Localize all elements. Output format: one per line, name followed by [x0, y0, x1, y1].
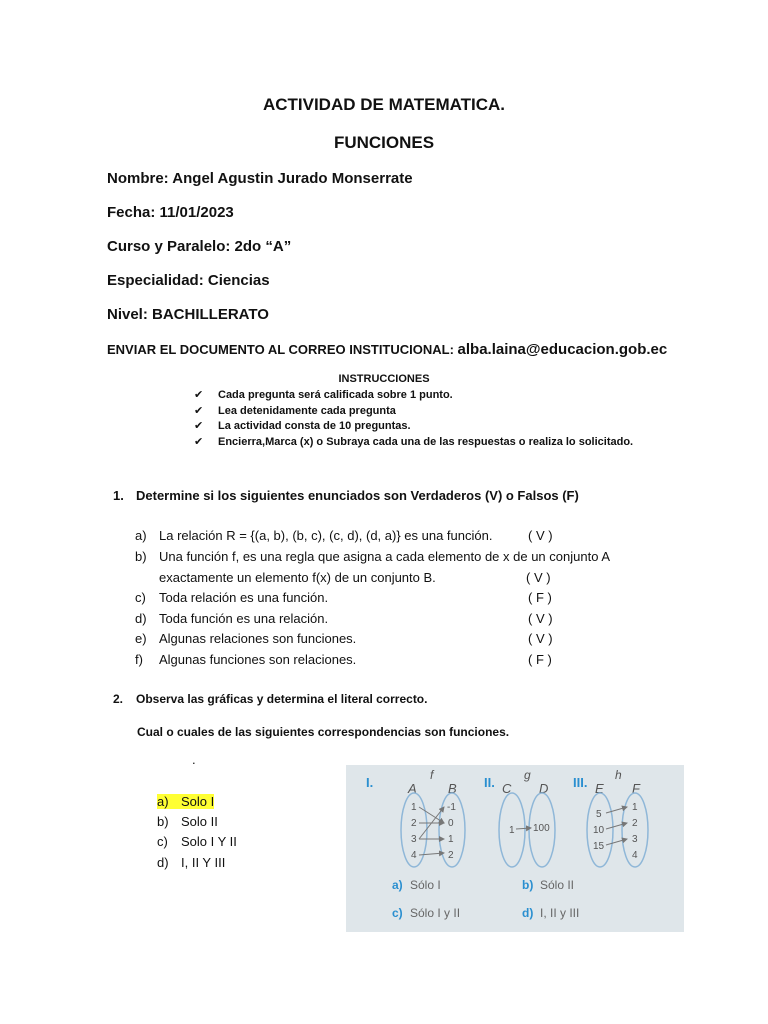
- statement-a: [135, 528, 492, 543]
- nombre-field: Nombre: Angel Agustin Jurado Monserrate: [107, 170, 413, 187]
- set-label: F: [632, 781, 640, 796]
- function-label: g: [524, 768, 531, 782]
- question-2: [113, 692, 427, 706]
- statement-b-continued: exactamente un elemento f(x) de un conjunto B.: [159, 570, 436, 585]
- mapping-diagrams-svg: [346, 765, 684, 932]
- set-label: E: [595, 781, 604, 796]
- item-text: La relación R = {(a, b), (b, c), (c, d), (d, a)} es una función.: [159, 528, 493, 543]
- answer-e[interactable]: ( V ): [528, 631, 553, 646]
- answer-d[interactable]: ( V ): [528, 611, 553, 626]
- element-label: 1: [411, 802, 417, 813]
- figure-choice-text: I, II y III: [540, 906, 580, 920]
- especialidad-field: Especialidad: Ciencias: [107, 272, 270, 289]
- roman-label: II.: [484, 775, 495, 790]
- stray-dot: .: [192, 752, 196, 767]
- fecha-field: Fecha: 11/01/2023: [107, 204, 234, 221]
- item-label: d): [135, 611, 147, 626]
- check-icon: ✔: [194, 436, 204, 448]
- option-label: b): [157, 814, 169, 829]
- element-label: 15: [593, 841, 605, 852]
- element-label: 2: [411, 818, 417, 829]
- option-text: Solo I: [181, 794, 215, 809]
- roman-label: I.: [366, 775, 374, 790]
- option-text: Solo I Y II: [181, 834, 237, 849]
- instructions-heading: INSTRUCCIONES: [338, 373, 430, 385]
- nivel-field: Nivel: BACHILLERATO: [107, 306, 269, 323]
- email-instruction: [107, 341, 667, 358]
- figure-choice-label: b): [522, 878, 534, 892]
- set-label: D: [539, 781, 549, 796]
- mapping-arrow: [606, 839, 627, 845]
- instruction-item: [194, 419, 411, 432]
- option-label: d): [157, 855, 169, 870]
- option-label: c): [157, 834, 168, 849]
- figure-choice-label: d): [522, 906, 534, 920]
- item-text: Una función f, es una regla que asigna a cada elemento de x de un conjunto A: [159, 549, 610, 564]
- instruction-text: Cada pregunta será calificada sobre 1 punto.: [218, 389, 453, 401]
- element-label: 1: [632, 802, 638, 813]
- question-1: [113, 488, 579, 503]
- set-label: A: [408, 781, 417, 796]
- option-text: I, II Y III: [181, 855, 226, 870]
- figure-choice-text: Sólo II: [540, 878, 575, 892]
- item-text: Toda relación es una función.: [159, 590, 329, 605]
- check-icon: ✔: [194, 405, 204, 417]
- element-label: 10: [593, 825, 605, 836]
- figure-choice-label: c): [392, 906, 403, 920]
- element-label: 4: [411, 850, 417, 861]
- answer-b[interactable]: ( V ): [526, 570, 551, 585]
- figure-choice-text: Sólo I y II: [410, 906, 461, 920]
- option-d[interactable]: [157, 855, 225, 870]
- option-c[interactable]: [157, 834, 237, 849]
- item-label: b): [135, 549, 147, 564]
- element-label: 2: [448, 850, 454, 861]
- statement-e: [135, 631, 356, 646]
- item-label: f): [135, 652, 143, 667]
- statement-b: [135, 549, 610, 564]
- option-b[interactable]: [157, 814, 218, 829]
- element-label: 2: [632, 818, 638, 829]
- element-label: 100: [533, 823, 550, 834]
- check-icon: ✔: [194, 389, 204, 401]
- element-label: 5: [596, 809, 602, 820]
- check-icon: ✔: [194, 420, 204, 432]
- element-label: 1: [448, 834, 454, 845]
- item-label: a): [135, 528, 147, 543]
- option-text: Solo II: [181, 814, 218, 829]
- question-number: 2.: [113, 692, 124, 706]
- function-label: h: [615, 768, 622, 782]
- statement-f: [135, 652, 356, 667]
- instruction-text: Encierra,Marca (x) o Subraya cada una de las respuestas o realiza lo solicitado.: [218, 436, 634, 448]
- statement-c: [135, 590, 328, 605]
- function-label: f: [430, 768, 434, 782]
- set-label: C: [502, 781, 512, 796]
- instruction-text: Lea detenidamente cada pregunta: [218, 405, 396, 417]
- instruction-text: La actividad consta de 10 preguntas.: [218, 420, 411, 432]
- email-address[interactable]: alba.laina@educacion.gob.ec: [457, 341, 668, 358]
- instruction-item: [194, 435, 633, 448]
- option-a[interactable]: [157, 794, 214, 809]
- answer-f[interactable]: ( F ): [528, 652, 552, 667]
- item-text: Algunas funciones son relaciones.: [159, 652, 357, 667]
- mapping-diagrams-figure: [346, 765, 684, 932]
- element-label: 1: [509, 825, 515, 836]
- item-label: e): [135, 631, 147, 646]
- question-number: 1.: [113, 488, 124, 503]
- email-label: ENVIAR EL DOCUMENTO AL CORREO INSTITUCIONAL:: [107, 342, 458, 357]
- page-title: ACTIVIDAD DE MATEMATICA.: [262, 95, 506, 114]
- instruction-item: [194, 404, 396, 417]
- item-text: Algunas relaciones son funciones.: [159, 631, 357, 646]
- element-label: 4: [632, 850, 638, 861]
- question-text: Observa las gráficas y determina el literal correcto.: [136, 692, 428, 706]
- roman-label: III.: [573, 775, 588, 790]
- item-label: c): [135, 590, 146, 605]
- answer-a[interactable]: ( V ): [528, 528, 553, 543]
- mapping-arrow: [419, 853, 444, 855]
- curso-field: Curso y Paralelo: 2do “A”: [107, 238, 292, 255]
- figure-choice-text: Sólo I: [410, 878, 441, 892]
- element-label: 3: [411, 834, 417, 845]
- element-label: -1: [447, 802, 456, 813]
- element-label: 0: [448, 818, 454, 829]
- answer-c[interactable]: ( F ): [528, 590, 552, 605]
- set-label: B: [448, 781, 457, 796]
- item-text: Toda función es una relación.: [159, 611, 329, 626]
- figure-choice-label: a): [392, 878, 403, 892]
- element-label: 3: [632, 834, 638, 845]
- question-prompt: Cual o cuales de las siguientes correspondencias son funciones.: [137, 725, 510, 739]
- question-text: Determine si los siguientes enunciados son Verdaderos (V) o Falsos (F): [136, 488, 579, 503]
- option-label: a): [157, 794, 169, 809]
- page-subtitle: FUNCIONES: [333, 133, 435, 152]
- mapping-arrow: [606, 823, 627, 829]
- statement-d: [135, 611, 328, 626]
- instruction-item: [194, 388, 453, 401]
